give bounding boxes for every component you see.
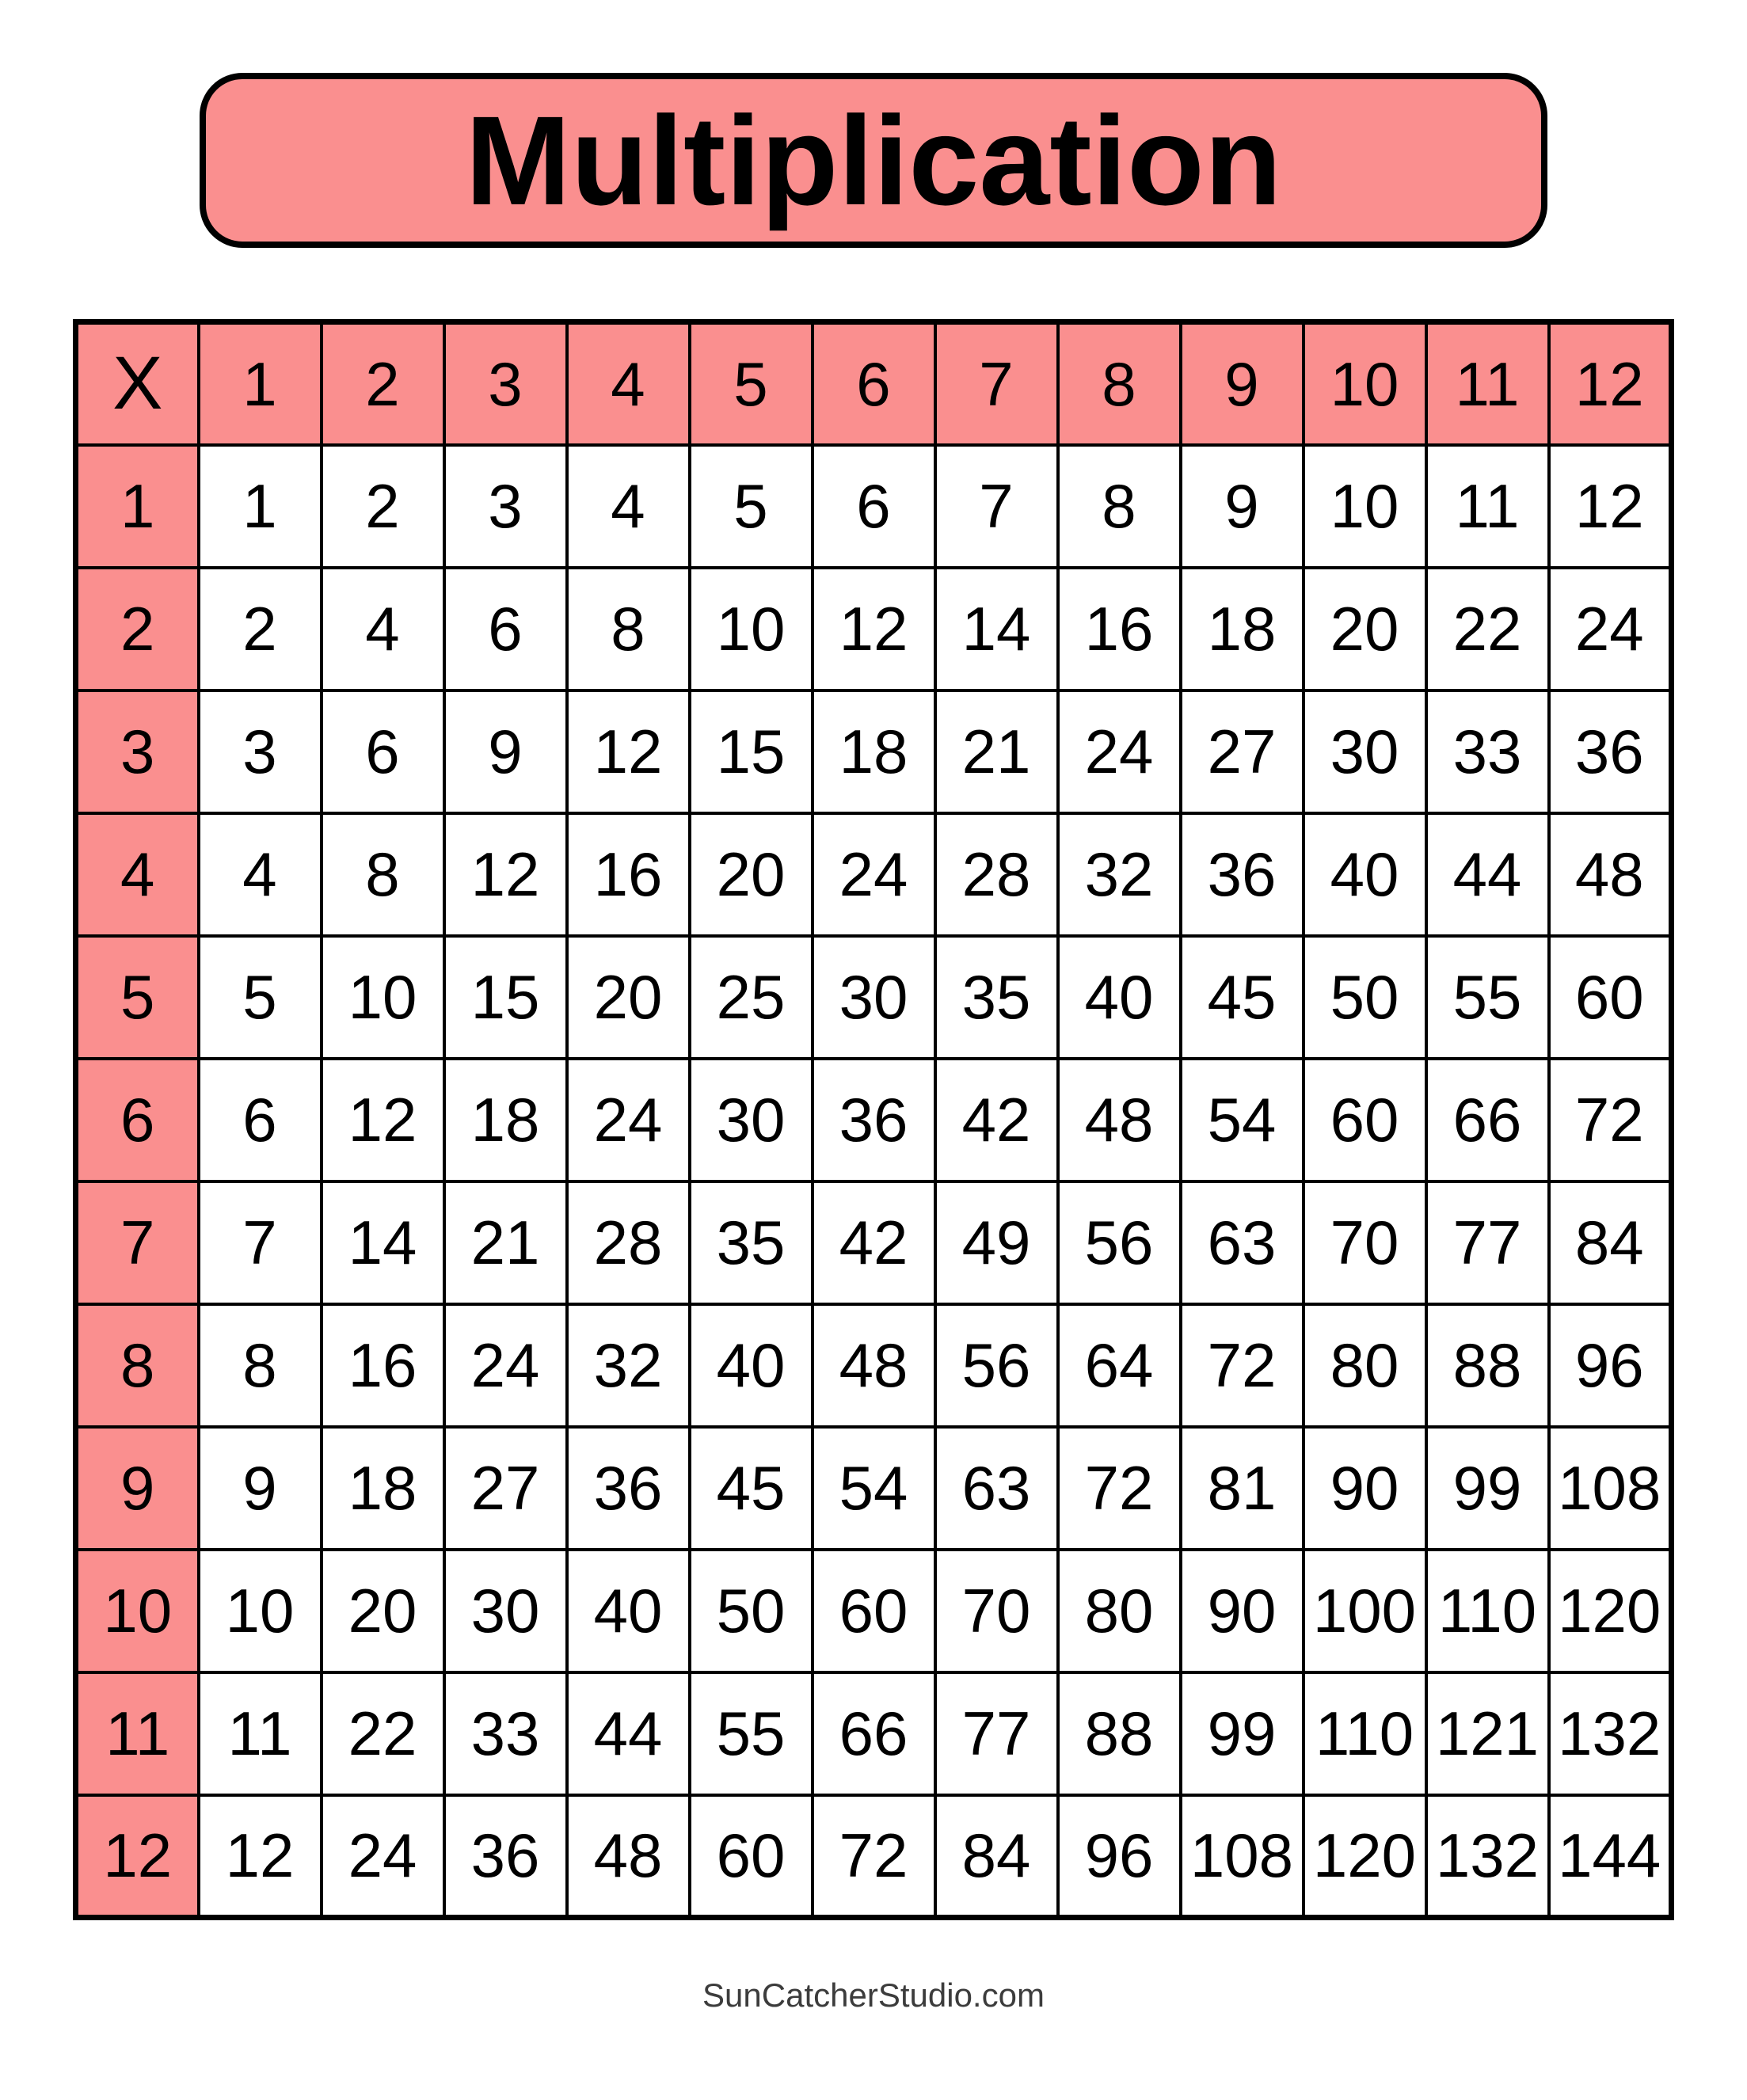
product-cell-9x2: 18 xyxy=(322,1427,444,1550)
row-header-7: 7 xyxy=(76,1181,199,1304)
product-cell-1x2: 2 xyxy=(322,445,444,568)
product-cell-11x9: 99 xyxy=(1181,1672,1304,1795)
product-cell-11x7: 77 xyxy=(935,1672,1058,1795)
product-cell-6x6: 36 xyxy=(813,1059,935,1181)
product-cell-10x11: 110 xyxy=(1426,1550,1549,1672)
product-cell-8x7: 56 xyxy=(935,1304,1058,1427)
product-cell-7x9: 63 xyxy=(1181,1181,1304,1304)
row-header-2: 2 xyxy=(76,568,199,690)
row-header-8: 8 xyxy=(76,1304,199,1427)
row-header-9: 9 xyxy=(76,1427,199,1550)
product-cell-11x8: 88 xyxy=(1058,1672,1181,1795)
product-cell-11x1: 11 xyxy=(199,1672,322,1795)
column-header-4: 4 xyxy=(567,322,690,445)
column-header-9: 9 xyxy=(1181,322,1304,445)
product-cell-6x4: 24 xyxy=(567,1059,690,1181)
product-cell-7x4: 28 xyxy=(567,1181,690,1304)
product-cell-9x4: 36 xyxy=(567,1427,690,1550)
product-cell-5x5: 25 xyxy=(690,936,813,1059)
product-cell-5x4: 20 xyxy=(567,936,690,1059)
column-header-12: 12 xyxy=(1549,322,1672,445)
product-cell-2x10: 20 xyxy=(1304,568,1426,690)
product-cell-7x8: 56 xyxy=(1058,1181,1181,1304)
product-cell-12x2: 24 xyxy=(322,1795,444,1918)
product-cell-2x12: 24 xyxy=(1549,568,1672,690)
column-header-6: 6 xyxy=(813,322,935,445)
table-row-5 xyxy=(76,936,1672,1059)
product-cell-6x7: 42 xyxy=(935,1059,1058,1181)
corner-cell: X xyxy=(76,322,199,445)
product-cell-7x11: 77 xyxy=(1426,1181,1549,1304)
table-body xyxy=(76,322,1672,1918)
product-cell-3x2: 6 xyxy=(322,690,444,813)
product-cell-8x6: 48 xyxy=(813,1304,935,1427)
column-header-5: 5 xyxy=(690,322,813,445)
product-cell-8x10: 80 xyxy=(1304,1304,1426,1427)
table-row-8 xyxy=(76,1304,1672,1427)
product-cell-7x6: 42 xyxy=(813,1181,935,1304)
product-cell-7x7: 49 xyxy=(935,1181,1058,1304)
product-cell-12x4: 48 xyxy=(567,1795,690,1918)
product-cell-8x2: 16 xyxy=(322,1304,444,1427)
product-cell-12x9: 108 xyxy=(1181,1795,1304,1918)
page-title: Multiplication xyxy=(465,89,1282,231)
product-cell-4x8: 32 xyxy=(1058,813,1181,936)
product-cell-12x7: 84 xyxy=(935,1795,1058,1918)
product-cell-11x4: 44 xyxy=(567,1672,690,1795)
product-cell-12x11: 132 xyxy=(1426,1795,1549,1918)
product-cell-4x10: 40 xyxy=(1304,813,1426,936)
table-row-9 xyxy=(76,1427,1672,1550)
product-cell-10x9: 90 xyxy=(1181,1550,1304,1672)
product-cell-6x3: 18 xyxy=(444,1059,567,1181)
product-cell-1x10: 10 xyxy=(1304,445,1426,568)
product-cell-3x10: 30 xyxy=(1304,690,1426,813)
product-cell-2x8: 16 xyxy=(1058,568,1181,690)
product-cell-5x2: 10 xyxy=(322,936,444,1059)
column-header-1: 1 xyxy=(199,322,322,445)
product-cell-3x1: 3 xyxy=(199,690,322,813)
product-cell-11x2: 22 xyxy=(322,1672,444,1795)
product-cell-2x2: 4 xyxy=(322,568,444,690)
column-header-8: 8 xyxy=(1058,322,1181,445)
table-row-10 xyxy=(76,1550,1672,1672)
product-cell-9x8: 72 xyxy=(1058,1427,1181,1550)
product-cell-6x9: 54 xyxy=(1181,1059,1304,1181)
product-cell-6x2: 12 xyxy=(322,1059,444,1181)
multiplication-table xyxy=(73,319,1674,1920)
product-cell-10x1: 10 xyxy=(199,1550,322,1672)
product-cell-10x8: 80 xyxy=(1058,1550,1181,1672)
row-header-11: 11 xyxy=(76,1672,199,1795)
product-cell-1x7: 7 xyxy=(935,445,1058,568)
product-cell-4x7: 28 xyxy=(935,813,1058,936)
product-cell-6x1: 6 xyxy=(199,1059,322,1181)
product-cell-1x11: 11 xyxy=(1426,445,1549,568)
product-cell-5x3: 15 xyxy=(444,936,567,1059)
product-cell-3x5: 15 xyxy=(690,690,813,813)
column-header-10: 10 xyxy=(1304,322,1426,445)
product-cell-4x12: 48 xyxy=(1549,813,1672,936)
product-cell-11x12: 132 xyxy=(1549,1672,1672,1795)
product-cell-5x9: 45 xyxy=(1181,936,1304,1059)
product-cell-10x2: 20 xyxy=(322,1550,444,1672)
row-header-10: 10 xyxy=(76,1550,199,1672)
product-cell-11x6: 66 xyxy=(813,1672,935,1795)
product-cell-12x1: 12 xyxy=(199,1795,322,1918)
row-header-12: 12 xyxy=(76,1795,199,1918)
product-cell-9x11: 99 xyxy=(1426,1427,1549,1550)
column-header-7: 7 xyxy=(935,322,1058,445)
table-row-2 xyxy=(76,568,1672,690)
product-cell-3x11: 33 xyxy=(1426,690,1549,813)
product-cell-5x7: 35 xyxy=(935,936,1058,1059)
product-cell-7x10: 70 xyxy=(1304,1181,1426,1304)
product-cell-4x5: 20 xyxy=(690,813,813,936)
table-row-12 xyxy=(76,1795,1672,1918)
product-cell-8x11: 88 xyxy=(1426,1304,1549,1427)
product-cell-1x9: 9 xyxy=(1181,445,1304,568)
product-cell-3x6: 18 xyxy=(813,690,935,813)
product-cell-2x1: 2 xyxy=(199,568,322,690)
product-cell-9x1: 9 xyxy=(199,1427,322,1550)
product-cell-2x9: 18 xyxy=(1181,568,1304,690)
product-cell-8x9: 72 xyxy=(1181,1304,1304,1427)
header-row xyxy=(76,322,1672,445)
product-cell-9x7: 63 xyxy=(935,1427,1058,1550)
product-cell-9x10: 90 xyxy=(1304,1427,1426,1550)
product-cell-10x5: 50 xyxy=(690,1550,813,1672)
product-cell-3x7: 21 xyxy=(935,690,1058,813)
product-cell-5x10: 50 xyxy=(1304,936,1426,1059)
product-cell-5x6: 30 xyxy=(813,936,935,1059)
row-header-5: 5 xyxy=(76,936,199,1059)
product-cell-4x2: 8 xyxy=(322,813,444,936)
product-cell-11x11: 121 xyxy=(1426,1672,1549,1795)
product-cell-4x9: 36 xyxy=(1181,813,1304,936)
product-cell-7x12: 84 xyxy=(1549,1181,1672,1304)
product-cell-11x3: 33 xyxy=(444,1672,567,1795)
title-banner xyxy=(200,73,1547,248)
row-header-6: 6 xyxy=(76,1059,199,1181)
product-cell-6x12: 72 xyxy=(1549,1059,1672,1181)
page xyxy=(0,73,1747,2100)
row-header-3: 3 xyxy=(76,690,199,813)
product-cell-9x6: 54 xyxy=(813,1427,935,1550)
product-cell-2x6: 12 xyxy=(813,568,935,690)
product-cell-1x6: 6 xyxy=(813,445,935,568)
product-cell-6x10: 60 xyxy=(1304,1059,1426,1181)
product-cell-8x1: 8 xyxy=(199,1304,322,1427)
product-cell-7x2: 14 xyxy=(322,1181,444,1304)
column-header-11: 11 xyxy=(1426,322,1549,445)
product-cell-9x5: 45 xyxy=(690,1427,813,1550)
product-cell-2x11: 22 xyxy=(1426,568,1549,690)
product-cell-8x4: 32 xyxy=(567,1304,690,1427)
product-cell-9x9: 81 xyxy=(1181,1427,1304,1550)
product-cell-4x4: 16 xyxy=(567,813,690,936)
product-cell-4x6: 24 xyxy=(813,813,935,936)
row-header-4: 4 xyxy=(76,813,199,936)
product-cell-2x7: 14 xyxy=(935,568,1058,690)
product-cell-11x5: 55 xyxy=(690,1672,813,1795)
product-cell-9x12: 108 xyxy=(1549,1427,1672,1550)
product-cell-4x3: 12 xyxy=(444,813,567,936)
product-cell-10x10: 100 xyxy=(1304,1550,1426,1672)
table-row-6 xyxy=(76,1059,1672,1181)
product-cell-12x10: 120 xyxy=(1304,1795,1426,1918)
product-cell-11x10: 110 xyxy=(1304,1672,1426,1795)
table-row-7 xyxy=(76,1181,1672,1304)
product-cell-3x9: 27 xyxy=(1181,690,1304,813)
product-cell-6x8: 48 xyxy=(1058,1059,1181,1181)
table-row-4 xyxy=(76,813,1672,936)
product-cell-4x11: 44 xyxy=(1426,813,1549,936)
product-cell-5x1: 5 xyxy=(199,936,322,1059)
product-cell-8x12: 96 xyxy=(1549,1304,1672,1427)
product-cell-12x8: 96 xyxy=(1058,1795,1181,1918)
product-cell-10x7: 70 xyxy=(935,1550,1058,1672)
product-cell-5x8: 40 xyxy=(1058,936,1181,1059)
table-row-11 xyxy=(76,1672,1672,1795)
product-cell-1x3: 3 xyxy=(444,445,567,568)
row-header-1: 1 xyxy=(76,445,199,568)
product-cell-10x6: 60 xyxy=(813,1550,935,1672)
product-cell-1x12: 12 xyxy=(1549,445,1672,568)
product-cell-9x3: 27 xyxy=(444,1427,567,1550)
product-cell-2x4: 8 xyxy=(567,568,690,690)
product-cell-1x5: 5 xyxy=(690,445,813,568)
product-cell-3x4: 12 xyxy=(567,690,690,813)
product-cell-1x4: 4 xyxy=(567,445,690,568)
product-cell-8x8: 64 xyxy=(1058,1304,1181,1427)
product-cell-10x3: 30 xyxy=(444,1550,567,1672)
product-cell-7x5: 35 xyxy=(690,1181,813,1304)
product-cell-8x3: 24 xyxy=(444,1304,567,1427)
product-cell-6x11: 66 xyxy=(1426,1059,1549,1181)
product-cell-12x6: 72 xyxy=(813,1795,935,1918)
product-cell-7x1: 7 xyxy=(199,1181,322,1304)
product-cell-2x5: 10 xyxy=(690,568,813,690)
product-cell-5x11: 55 xyxy=(1426,936,1549,1059)
product-cell-1x1: 1 xyxy=(199,445,322,568)
product-cell-12x12: 144 xyxy=(1549,1795,1672,1918)
product-cell-1x8: 8 xyxy=(1058,445,1181,568)
column-header-2: 2 xyxy=(322,322,444,445)
product-cell-5x12: 60 xyxy=(1549,936,1672,1059)
product-cell-7x3: 21 xyxy=(444,1181,567,1304)
product-cell-2x3: 6 xyxy=(444,568,567,690)
column-header-3: 3 xyxy=(444,322,567,445)
product-cell-12x3: 36 xyxy=(444,1795,567,1918)
product-cell-12x5: 60 xyxy=(690,1795,813,1918)
product-cell-3x3: 9 xyxy=(444,690,567,813)
product-cell-3x12: 36 xyxy=(1549,690,1672,813)
product-cell-6x5: 30 xyxy=(690,1059,813,1181)
table-row-1 xyxy=(76,445,1672,568)
product-cell-4x1: 4 xyxy=(199,813,322,936)
product-cell-8x5: 40 xyxy=(690,1304,813,1427)
footer-credit: SunCatcherStudio.com xyxy=(702,1976,1045,2014)
product-cell-10x4: 40 xyxy=(567,1550,690,1672)
product-cell-3x8: 24 xyxy=(1058,690,1181,813)
product-cell-10x12: 120 xyxy=(1549,1550,1672,1672)
table-row-3 xyxy=(76,690,1672,813)
